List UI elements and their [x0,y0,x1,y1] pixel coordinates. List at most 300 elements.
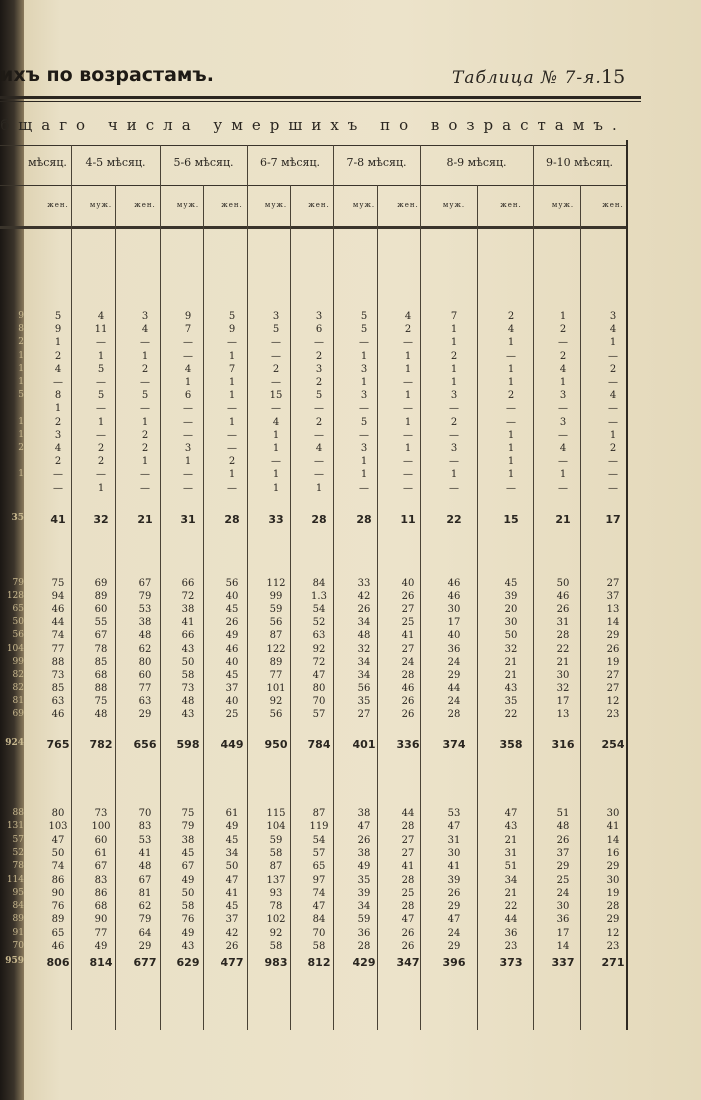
total-cell: 784 [307,738,331,751]
table-cell: 59 [269,604,283,616]
table-cell: 73 [181,682,195,694]
table-cell: 4 [404,311,412,322]
age-group-header: 4-5 мѣсяц. [85,156,146,169]
table-cell: 67 [94,630,108,642]
table-cell: 40 [225,591,239,603]
table-cell: 29 [138,709,152,720]
table-cell: 40 [401,578,415,589]
table-cell: 1 [228,377,236,388]
table-cell: 30 [606,874,620,886]
table-cell: 97 [312,874,326,886]
table-cell: — [506,416,516,428]
total-cell: 782 [89,738,113,751]
table-cell: 28 [401,874,415,886]
sex-header: муж. [551,201,575,209]
table-cell: 26 [357,604,371,616]
table-cell: — [506,403,516,415]
table-cell: 41 [606,821,620,833]
table-cell: 9 [228,324,236,336]
table-cell: 4 [315,443,323,454]
table-cell: 92 [269,695,283,707]
table-cell: 47 [312,901,326,913]
sex-divider [477,185,478,1030]
table-cell: 51 [504,861,518,873]
age-group-header: 7-8 мѣсяц. [346,156,407,169]
table-cell: 26 [225,941,239,952]
total-cell: 429 [352,956,376,969]
table-label: Таблица № 7-я. [452,68,602,88]
edge-cell: 104 [6,643,24,654]
table-cell: 63 [312,630,326,642]
table-cell: 17 [556,927,570,939]
table-cell: 34 [357,617,371,629]
table-cell: 49 [94,941,108,952]
table-cell: 80 [138,656,152,668]
table-cell: 17 [556,695,570,707]
table-cell: 2 [54,416,62,428]
table-cell: — [314,337,324,349]
edge-cell: 924 [5,738,24,748]
table-cell: — [314,456,324,468]
table-cell: 38 [181,604,195,616]
table-cell: 46 [447,591,461,603]
table-cell: 85 [94,656,108,668]
table-cell: 3 [609,311,617,322]
sex-header: жен. [397,201,419,209]
table-cell: — [96,469,106,481]
table-cell: 45 [225,834,239,846]
table-cell: 21 [504,669,518,681]
table-cell: 62 [138,643,152,655]
table-cell: — [271,350,281,362]
table-cell: — [96,377,106,388]
table-cell: 30 [556,669,570,681]
table-cell: 2 [609,363,617,375]
table-cell: 62 [138,901,152,913]
table-cell: 1 [272,429,280,441]
table-cell: 22 [504,901,518,913]
age-group-header: мѣсяц. [28,156,67,169]
table-cell: — [183,469,193,481]
table-cell: 60 [94,604,108,616]
table-cell: — [359,482,369,494]
table-cell: 39 [357,887,371,899]
table-cell: — [96,429,106,441]
table-cell: 73 [94,808,108,819]
table-cell: — [359,337,369,349]
table-cell: 2 [404,324,412,336]
table-cell: 54 [312,834,326,846]
table-cell: 1 [507,443,515,454]
sex-header: муж. [176,201,200,209]
table-cell: 57 [312,709,326,720]
table-cell: 5 [315,390,323,402]
table-cell: 76 [51,901,65,913]
table-cell: 2 [315,416,323,428]
edge-cell: 78 [12,861,24,872]
table-cell: 74 [51,861,65,873]
table-caption: бщаго числа умершихъ по возрастамъ. [0,116,626,134]
total-cell: 449 [220,738,244,751]
table-cell: 1 [272,443,280,454]
table-cell: 3 [141,311,149,322]
table-cell: — [558,403,568,415]
table-cell: 34 [357,669,371,681]
age-group-header: 9-10 мѣсяц. [545,156,614,169]
table-cell: 47 [447,821,461,833]
table-cell: 27 [606,682,620,694]
table-cell: 35 [357,695,371,707]
table-cell: — [140,482,150,494]
table-cell: 47 [225,874,239,886]
table-cell: 84 [312,914,326,926]
table-cell: 58 [181,901,195,913]
edge-cell: 2 [18,337,24,348]
edge-cell: 131 [6,821,24,832]
table-cell: 19 [606,656,620,668]
table-cell: 30 [606,808,620,819]
table-cell: 92 [312,643,326,655]
table-cell: 2 [609,443,617,454]
table-cell: 41 [138,847,152,859]
edge-cell: 95 [12,887,24,898]
table-cell: 48 [138,630,152,642]
table-cell: — [608,416,618,428]
table-cell: 3 [360,443,368,454]
table-cell: 45 [181,847,195,859]
table-cell: — [271,337,281,349]
total-cell: 316 [551,738,575,751]
table-cell: 3 [559,390,567,402]
edge-cell: 82 [12,682,24,693]
table-cell: 2 [141,429,149,441]
table-cell: 5 [360,416,368,428]
table-cell: 78 [269,901,283,913]
table-cell: 3 [360,363,368,375]
table-cell: 1 [228,390,236,402]
total-cell: 17 [605,513,621,526]
table-cell: — [608,377,618,388]
table-cell: 3 [315,363,323,375]
table-cell: 2 [315,350,323,362]
table-cell: — [608,482,618,494]
table-cell: 4 [609,324,617,336]
table-cell: 46 [401,682,415,694]
table-cell: 1 [559,469,567,481]
table-cell: 32 [357,643,371,655]
table-cell: 1 [559,377,567,388]
table-cell: 26 [447,887,461,899]
table-cell: — [271,377,281,388]
edge-cell: 57 [12,834,24,845]
table-cell: 50 [556,578,570,589]
table-cell: 8 [54,390,62,402]
table-cell: 63 [51,695,65,707]
table-cell: — [140,403,150,415]
table-cell: 45 [504,578,518,589]
table-cell: 6 [184,390,192,402]
table-cell: — [96,403,106,415]
age-group-header: 5-6 мѣсяц. [173,156,234,169]
table-cell: 64 [138,927,152,939]
table-cell: 24 [401,656,415,668]
table-cell: 26 [556,604,570,616]
table-cell: 90 [94,914,108,926]
table-cell: 9 [54,324,62,336]
sex-header: жен. [308,201,330,209]
table-cell: 70 [138,808,152,819]
table-cell: 26 [556,834,570,846]
table-cell: 3 [450,390,458,402]
table-cell: 67 [138,874,152,886]
table-cell: 4 [507,324,515,336]
table-cell: 48 [556,821,570,833]
total-cell: 33 [268,513,284,526]
table-cell: 61 [94,847,108,859]
table-cell: 81 [138,887,152,899]
table-cell: 27 [401,847,415,859]
edge-cell: 91 [12,927,24,938]
table-cell: 28 [401,901,415,913]
table-cell: 2 [141,363,149,375]
table-cell: — [140,377,150,388]
table-cell: — [506,350,516,362]
table-cell: 84 [312,578,326,589]
table-cell: — [183,403,193,415]
table-cell: 54 [312,604,326,616]
edge-cell: 114 [6,874,24,885]
total-cell: 629 [176,956,200,969]
table-cell: — [403,456,413,468]
total-cell: 347 [396,956,420,969]
table-cell: 78 [94,643,108,655]
total-cell: 950 [264,738,288,751]
table-cell: 27 [606,578,620,589]
table-cell: 27 [401,834,415,846]
table-cell: 5 [272,324,280,336]
sex-header: жен. [221,201,243,209]
table-cell: 3 [272,311,280,322]
table-cell: 31 [447,834,461,846]
table-cell: 46 [51,604,65,616]
table-cell: 61 [225,808,239,819]
table-cell: 20 [504,604,518,616]
table-cell: 85 [51,682,65,694]
table-cell: 26 [606,643,620,655]
table-cell: 36 [504,927,518,939]
edge-cell: 99 [12,656,24,667]
table-cell: 26 [225,617,239,629]
table-cell: — [403,337,413,349]
table-cell: 37 [556,847,570,859]
table-cell: 4 [609,390,617,402]
table-cell: — [183,350,193,362]
table-cell: 5 [97,363,105,375]
table-cell: 52 [312,617,326,629]
table-cell: 44 [51,617,65,629]
sex-header: муж. [352,201,376,209]
table-cell: 87 [269,861,283,873]
table-cell: 46 [556,591,570,603]
table-cell: 31 [504,847,518,859]
table-cell: 92 [269,927,283,939]
total-cell: 983 [264,956,288,969]
total-cell: 337 [551,956,575,969]
table-cell: 34 [225,847,239,859]
table-cell: — [449,403,459,415]
edge-cell: 1 [18,377,24,387]
table-cell: 2 [507,311,515,322]
table-cell: 79 [138,591,152,603]
table-cell: 58 [269,941,283,952]
table-cell: — [271,403,281,415]
table-cell: 23 [504,941,518,952]
table-cell: 1 [184,456,192,468]
table-cell: 38 [138,617,152,629]
table-cell: 36 [556,914,570,926]
table-cell: 1 [360,350,368,362]
table-cell: 48 [138,861,152,873]
table-cell: — [140,469,150,481]
total-cell: 41 [50,513,66,526]
table-cell: 1 [272,469,280,481]
table-cell: 70 [312,927,326,939]
total-cell: 373 [499,956,523,969]
table-cell: — [227,482,237,494]
table-cell: 40 [225,695,239,707]
total-cell: 28 [311,513,327,526]
table-cell: — [227,403,237,415]
table-cell: 1 [404,416,412,428]
table-cell: 24 [556,887,570,899]
table-cell: — [271,456,281,468]
table-cell: 43 [181,709,195,720]
table-cell: 39 [504,591,518,603]
table-cell: 1.3 [311,591,327,603]
table-cell: 5 [228,311,236,322]
table-cell: 58 [269,847,283,859]
table-cell: — [403,429,413,441]
table-cell: 1 [609,337,617,349]
table-cell: — [96,337,106,349]
table-cell: 43 [504,821,518,833]
table-cell: 42 [357,591,371,603]
table-cell: 1 [450,469,458,481]
table-cell: 7 [228,363,236,375]
table-cell: 3 [559,416,567,428]
edge-cell: 89 [12,914,24,925]
table-cell: 2 [450,350,458,362]
table-cell: 29 [447,901,461,913]
table-cell: 60 [94,834,108,846]
table-cell: 30 [447,847,461,859]
table-cell: 112 [266,578,286,589]
table-cell: 55 [94,617,108,629]
total-cell: 254 [601,738,625,751]
table-cell: — [227,429,237,441]
table-cell: 2 [54,456,62,468]
table-cell: — [359,403,369,415]
table-cell: — [558,429,568,441]
table-cell: 1 [507,363,515,375]
table-cell: — [449,429,459,441]
edge-cell: 1 [18,429,24,440]
table-cell: 1 [507,337,515,349]
table-cell: 80 [51,808,65,819]
table-cell: 50 [504,630,518,642]
table-cell: 45 [225,669,239,681]
table-cell: 26 [357,834,371,846]
table-cell: 51 [556,808,570,819]
column-divider [533,145,534,1030]
table-cell: 17 [447,617,461,629]
edge-cell: 959 [5,956,24,966]
table-cell: — [403,377,413,388]
table-cell: 75 [94,695,108,707]
total-cell: 32 [93,513,109,526]
age-group-header: 8-9 мѣсяц. [446,156,507,169]
table-cell: 94 [51,591,65,603]
table-cell: — [608,350,618,362]
table-cell: 7 [184,324,192,336]
table-cell: 31 [556,617,570,629]
table-cell: 27 [401,604,415,616]
table-cell: 41 [181,617,195,629]
edge-cell: 8 [18,324,24,335]
table-cell: 1 [141,416,149,428]
table-cell: 68 [94,901,108,913]
table-cell: 46 [447,578,461,589]
sex-header: жен. [500,201,522,209]
table-cell: 19 [606,887,620,899]
table-cell: 41 [401,630,415,642]
table-cell: 29 [138,941,152,952]
table-cell: 26 [401,709,415,720]
total-cell: 28 [356,513,372,526]
total-cell: 22 [446,513,462,526]
sex-header: муж. [89,201,113,209]
table-cell: 16 [606,847,620,859]
table-cell: 1 [141,456,149,468]
edge-cell: 50 [12,617,24,628]
table-cell: 5 [141,390,149,402]
table-cell: 37 [225,914,239,926]
table-cell: 77 [269,669,283,681]
table-cell: 103 [48,821,68,833]
table-cell: 27 [606,669,620,681]
table-cell: 56 [357,682,371,694]
table-cell: 48 [94,709,108,720]
table-cell: 89 [51,914,65,926]
table-cell: 122 [266,643,286,655]
table-cell: 102 [266,914,286,926]
table-cell: 42 [225,927,239,939]
edge-cell: 1 [18,416,24,427]
table-cell: 1 [228,350,236,362]
table-cell: 99 [269,591,283,603]
table-cell: 1 [272,482,280,494]
table-cell: 23 [606,941,620,952]
table-cell: 2 [54,350,62,362]
table-cell: — [53,469,63,481]
table-cell: 47 [357,821,371,833]
table-cell: 24 [447,656,461,668]
edge-cell: 69 [12,709,24,719]
table-cell: 56 [225,578,239,589]
table-cell: 50 [181,656,195,668]
table-cell: 47 [51,834,65,846]
table-cell: 74 [51,630,65,642]
